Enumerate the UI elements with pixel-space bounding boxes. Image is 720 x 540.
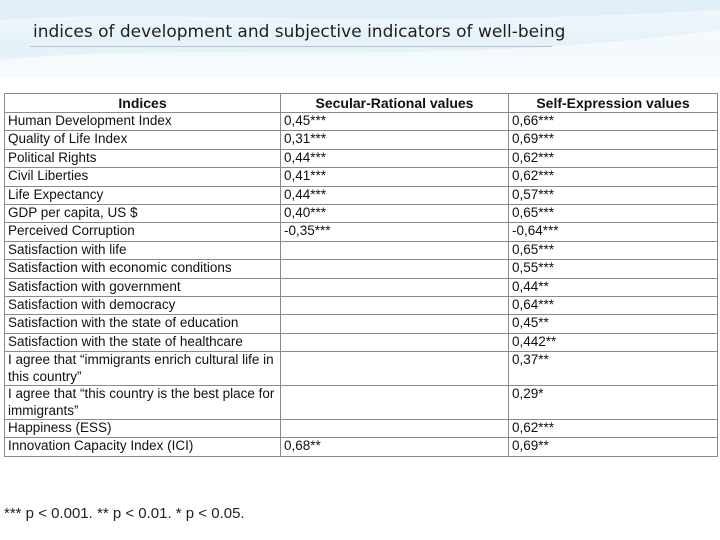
index-cell: Quality of Life Index [5, 131, 281, 149]
table-row [5, 333, 718, 351]
secular-rational-cell: 0,45*** [281, 113, 509, 131]
index-cell: Satisfaction with life [5, 241, 281, 259]
index-cell: I agree that “this country is the best place for immigrants” [5, 386, 281, 420]
self-expression-cell: 0,45** [509, 315, 718, 333]
table-row [5, 278, 718, 296]
secular-rational-cell: 0,41*** [281, 168, 509, 186]
secular-rational-cell: 0,31*** [281, 131, 509, 149]
table-body [5, 113, 718, 457]
index-cell: Satisfaction with democracy [5, 296, 281, 314]
secular-rational-cell: 0,68** [281, 438, 509, 456]
self-expression-cell: 0,69*** [509, 131, 718, 149]
self-expression-cell: 0,65*** [509, 241, 718, 259]
self-expression-cell: -0,64*** [509, 223, 718, 241]
table-row [5, 204, 718, 222]
self-expression-cell: 0,442** [509, 333, 718, 351]
secular-rational-cell: 0,44*** [281, 149, 509, 167]
header-self-expression: Self-Expression values [509, 94, 718, 113]
self-expression-cell: 0,55*** [509, 260, 718, 278]
table-header-row [5, 94, 718, 113]
table-row [5, 352, 718, 386]
table-row [5, 131, 718, 149]
table-row [5, 241, 718, 259]
table-row [5, 296, 718, 314]
secular-rational-cell: -0,35*** [281, 223, 509, 241]
self-expression-cell: 0,44** [509, 278, 718, 296]
secular-rational-cell: 0,40*** [281, 204, 509, 222]
secular-rational-cell [281, 420, 509, 438]
secular-rational-cell: 0,44*** [281, 186, 509, 204]
secular-rational-cell [281, 278, 509, 296]
self-expression-cell: 0,69** [509, 438, 718, 456]
secular-rational-cell [281, 296, 509, 314]
secular-rational-cell [281, 315, 509, 333]
self-expression-cell: 0,66*** [509, 113, 718, 131]
index-cell: Satisfaction with government [5, 278, 281, 296]
index-cell: Life Expectancy [5, 186, 281, 204]
title-underline [30, 46, 552, 47]
self-expression-cell: 0,37** [509, 352, 718, 386]
table-row [5, 386, 718, 420]
table-row [5, 260, 718, 278]
header-indices: Indices [5, 94, 281, 113]
index-cell: Political Rights [5, 149, 281, 167]
secular-rational-cell [281, 352, 509, 386]
header-secular-rational: Secular-Rational values [281, 94, 509, 113]
slide-title: indices of development and subjective indicators of well-being [33, 22, 566, 42]
self-expression-cell: 0,29* [509, 386, 718, 420]
table-row [5, 223, 718, 241]
index-cell: Innovation Capacity Index (ICI) [5, 438, 281, 456]
secular-rational-cell [281, 386, 509, 420]
table-row [5, 186, 718, 204]
table-row [5, 113, 718, 131]
table-row [5, 420, 718, 438]
index-cell: Happiness (ESS) [5, 420, 281, 438]
self-expression-cell: 0,57*** [509, 186, 718, 204]
table-row [5, 168, 718, 186]
self-expression-cell: 0,65*** [509, 204, 718, 222]
secular-rational-cell [281, 333, 509, 351]
table-row [5, 149, 718, 167]
index-cell: Satisfaction with the state of education [5, 315, 281, 333]
self-expression-cell: 0,62*** [509, 420, 718, 438]
secular-rational-cell [281, 241, 509, 259]
self-expression-cell: 0,62*** [509, 149, 718, 167]
table-row [5, 315, 718, 333]
index-cell: Satisfaction with the state of healthcare [5, 333, 281, 351]
index-cell: Civil Liberties [5, 168, 281, 186]
index-cell: Satisfaction with economic conditions [5, 260, 281, 278]
self-expression-cell: 0,62*** [509, 168, 718, 186]
significance-footnote: *** p < 0.001. ** p < 0.01. * p < 0.05. [4, 505, 245, 522]
table-row [5, 438, 718, 456]
index-cell: Human Development Index [5, 113, 281, 131]
secular-rational-cell [281, 260, 509, 278]
self-expression-cell: 0,64*** [509, 296, 718, 314]
index-cell: I agree that “immigrants enrich cultural life in this country” [5, 352, 281, 386]
correlation-table [4, 93, 718, 457]
index-cell: Perceived Corruption [5, 223, 281, 241]
index-cell: GDP per capita, US $ [5, 204, 281, 222]
